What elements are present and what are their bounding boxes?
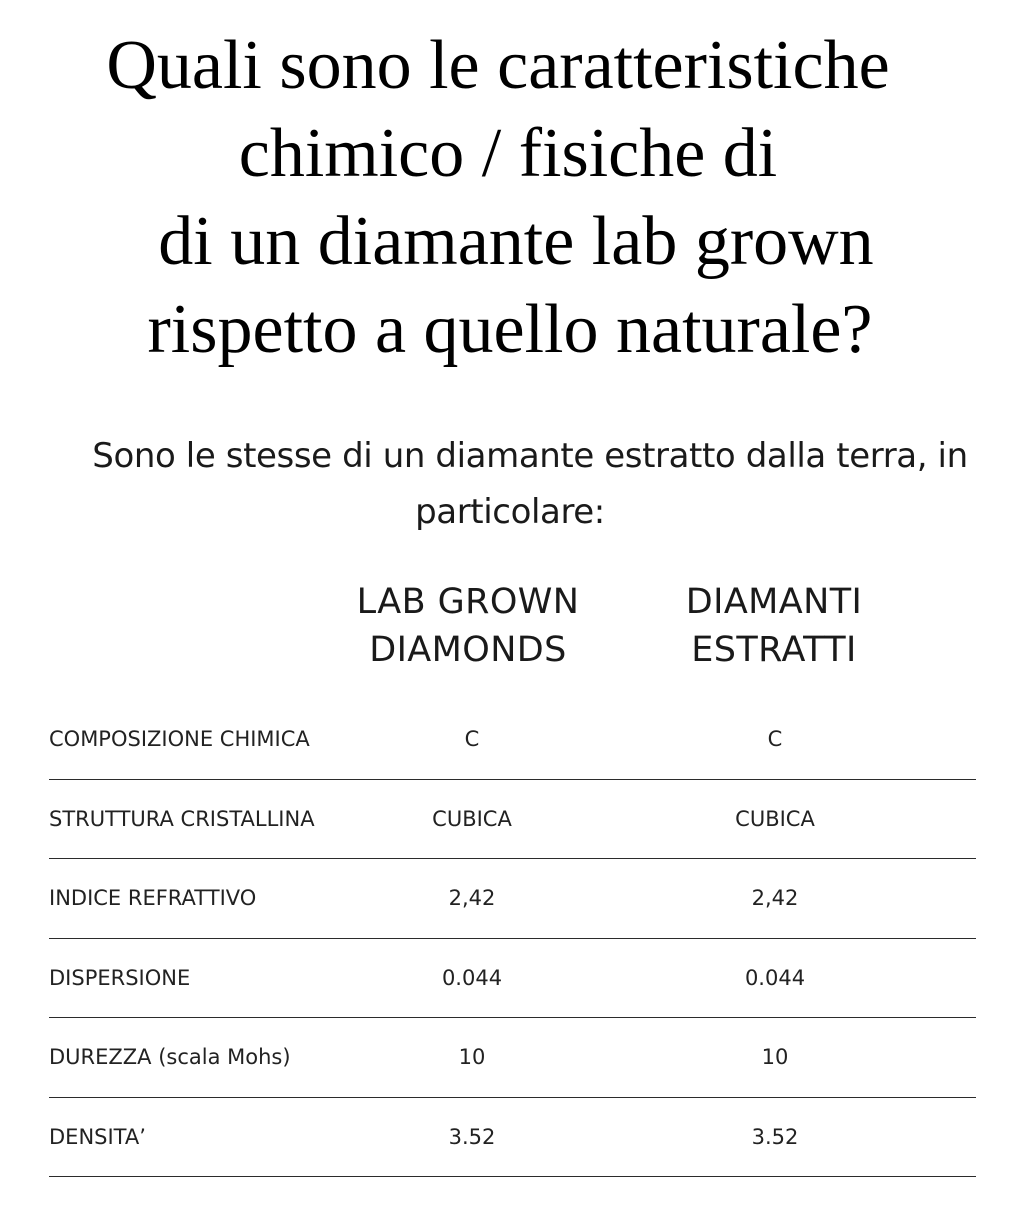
intro-text (30, 428, 990, 540)
estratti-value: C (767, 727, 783, 751)
row-label: DISPERSIONE (49, 965, 191, 990)
estratti-value: 0.044 (744, 965, 806, 990)
column-header-lab-grown (318, 578, 618, 674)
estratti-value: 2,42 (751, 886, 799, 910)
lab-grown-value: 3.52 (448, 1124, 496, 1149)
lab-grown-value: 10 (458, 1045, 486, 1069)
title-line-2: chimico / fisiche di (238, 115, 778, 192)
row-label: DENSITA’ (49, 1124, 146, 1149)
row-label: STRUTTURA CRISTALLINA (49, 806, 315, 831)
lab-grown-value: C (464, 727, 480, 751)
column-header-lab-grown-line-1: LAB GROWN (356, 582, 580, 622)
page-title (0, 22, 1020, 374)
title-line-1: Quali sono le caratteristiche (106, 27, 890, 104)
row-label: DUREZZA (scala Mohs) (49, 1045, 291, 1069)
row-label: COMPOSIZIONE CHIMICA (49, 727, 310, 751)
lab-grown-value: CUBICA (432, 806, 512, 831)
column-header-estratti (624, 578, 924, 674)
table-row (49, 1098, 976, 1178)
estratti-value: CUBICA (735, 806, 815, 831)
comparison-table (49, 700, 976, 1177)
table-row (49, 939, 976, 1019)
lab-grown-value: 0.044 (441, 965, 503, 990)
estratti-value: 3.52 (751, 1124, 799, 1149)
estratti-value: 10 (761, 1045, 789, 1069)
lab-grown-value: 2,42 (448, 886, 496, 910)
intro-line-2: particolare: (415, 492, 605, 532)
title-line-3: di un diamante lab grown (158, 203, 874, 280)
intro-line-1: Sono le stesse di un diamante estratto dalla terra, in (92, 436, 968, 476)
column-header-lab-grown-line-2: DIAMONDS (369, 630, 567, 670)
row-label: INDICE REFRATTIVO (49, 886, 257, 910)
table-row (49, 1018, 976, 1098)
table-row (49, 780, 976, 860)
column-header-estratti-line-1: DIAMANTI (685, 582, 863, 622)
table-row (49, 859, 976, 939)
table-row (49, 700, 976, 780)
column-header-estratti-line-2: ESTRATTI (691, 630, 857, 670)
title-line-4: rispetto a quello naturale? (147, 291, 873, 368)
